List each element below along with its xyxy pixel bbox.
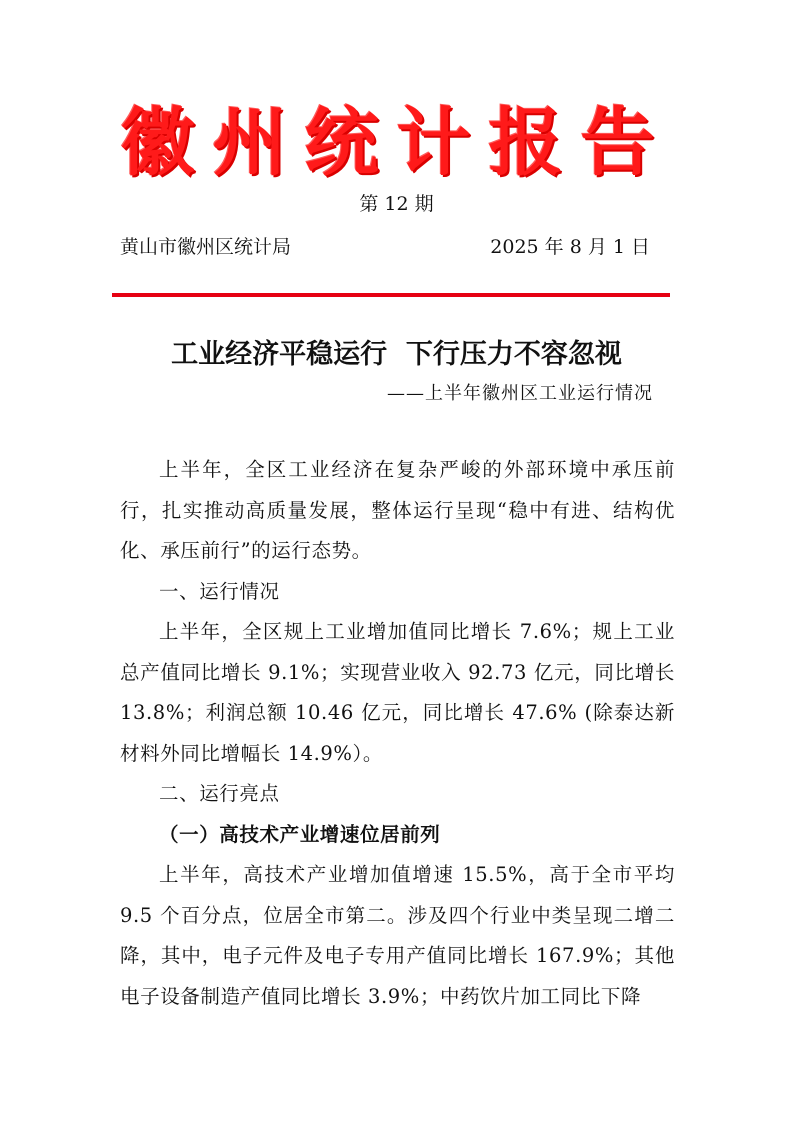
section-heading-highlights: 二、运行亮点 xyxy=(159,782,280,805)
intro-paragraph: 上半年，全区工业经济在复杂严峻的外部环境中承压前行，扎实推动高质量发展，整体运行呈现“稳中有进、结构优化、承压前行”的运行态势。 xyxy=(120,458,675,562)
masthead-title: 徽州统计报告 xyxy=(120,100,673,186)
issue-number: 第 12 期 xyxy=(359,193,434,215)
subsection-heading-hightech: （一）高技术产业增速位居前列 xyxy=(159,822,441,846)
article-body xyxy=(120,450,675,1017)
red-divider xyxy=(112,293,670,297)
article-subtitle: ——上半年徽州区工业运行情况 xyxy=(387,383,653,404)
operation-paragraph: 上半年，全区规上工业增加值同比增长 7.6%；规上工业总产值同比增长 9.1%；实现营业收入 92.73 亿元，同比增长 13.8%；利润总额 10.46 亿元，同比增长 47.6% (除泰达新材料外同比增幅长 14.9%）。 xyxy=(120,620,675,765)
publish-date: 2025 年 8 月 1 日 xyxy=(490,236,650,258)
publisher-org: 黄山市徽州区统计局 xyxy=(120,236,292,258)
section-heading-operation: 一、运行情况 xyxy=(159,579,280,603)
article-title: 工业经济平稳运行 下行压力不容忽视 xyxy=(171,339,622,370)
hightech-paragraph: 上半年，高技术产业增加值增速 15.5%，高于全市平均 9.5 个百分点，位居全市第二。涉及四个行业中类呈现二增二降，其中，电子元件及电子专用产值同比增长 167.9%；其他电子设备制造产值同比增长 3.9%；中药饮片加工同比下降 xyxy=(120,863,675,1008)
